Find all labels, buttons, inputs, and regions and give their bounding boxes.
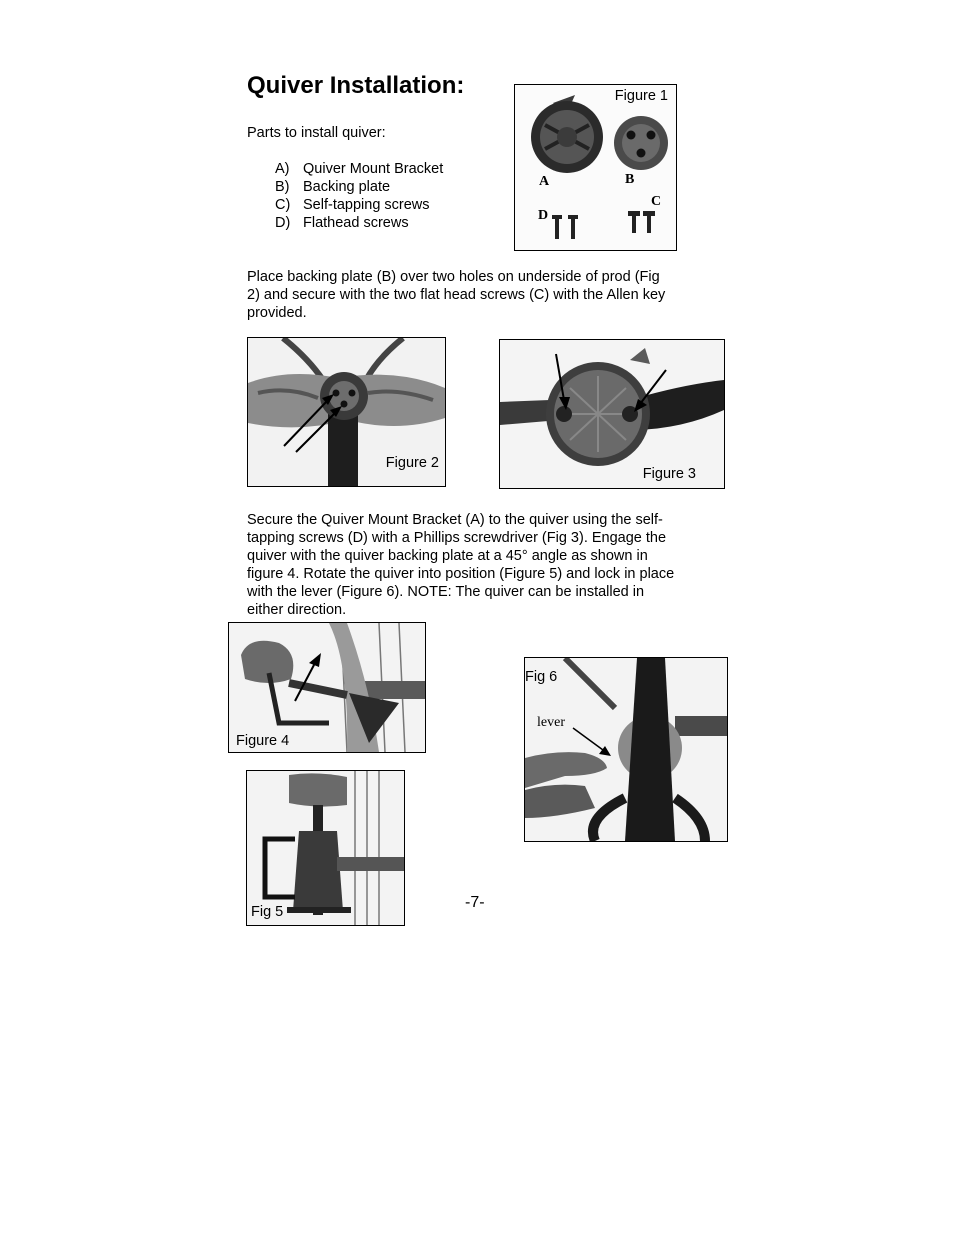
part-letter: C) xyxy=(275,197,291,213)
figure-5 xyxy=(246,770,405,926)
figure-2 xyxy=(247,337,446,487)
figure-1-photo xyxy=(515,85,676,250)
figure-1-label-b: B xyxy=(625,172,635,187)
part-name: Quiver Mount Bracket xyxy=(303,161,444,177)
part-name: Backing plate xyxy=(303,179,391,195)
figure-1-caption: Figure 1 xyxy=(614,88,668,104)
figure-1-label-a: A xyxy=(539,174,550,189)
part-letter: D) xyxy=(275,215,291,231)
paragraph-line: Place backing plate (B) over two holes on underside of prod (Fig xyxy=(247,269,660,285)
list-item xyxy=(275,196,443,214)
part-letter: A) xyxy=(275,161,290,177)
paragraph-line: figure 4. Rotate the quiver into position (Figure 5) and lock in place xyxy=(247,566,675,582)
figure-2-caption: Figure 2 xyxy=(385,455,439,471)
paragraph-line: 2) and secure with the two flat head screws (C) with the Allen key xyxy=(247,287,666,303)
list-item xyxy=(275,160,443,178)
part-name: Self-tapping screws xyxy=(303,197,430,213)
parts-intro: Parts to install quiver: xyxy=(247,125,386,141)
figure-1-label-d: D xyxy=(538,208,549,223)
figure-5-photo xyxy=(247,771,404,925)
list-item xyxy=(275,214,443,232)
paragraph-mount-bracket xyxy=(247,511,674,619)
paragraph-line: tapping screws (D) with a Phillips screwdriver (Fig 3). Engage the xyxy=(247,530,667,546)
part-letter: B) xyxy=(275,179,290,195)
list-item xyxy=(275,178,443,196)
paragraph-line: quiver with the quiver backing plate at a 45° angle as shown in xyxy=(247,548,648,564)
paragraph-line: provided. xyxy=(247,305,307,321)
figure-6-photo xyxy=(525,658,727,841)
figure-3 xyxy=(499,339,725,489)
figure-5-caption: Fig 5 xyxy=(251,904,284,920)
parts-list xyxy=(275,160,443,232)
figure-6-lever-label: lever xyxy=(537,715,565,730)
paragraph-line: either direction. xyxy=(247,602,347,618)
paragraph-line: Secure the Quiver Mount Bracket (A) to the quiver using the self- xyxy=(247,512,663,528)
paragraph-line: with the lever (Figure 6). NOTE: The quiver can be installed in xyxy=(247,584,645,600)
page-number: -7- xyxy=(465,894,485,911)
figure-4 xyxy=(228,622,426,753)
figure-1-label-c: C xyxy=(651,194,662,209)
figure-1 xyxy=(514,84,677,251)
figure-6 xyxy=(524,657,728,842)
part-name: Flathead screws xyxy=(303,215,409,231)
page-title: Quiver Installation: xyxy=(247,72,465,99)
figure-4-caption: Figure 4 xyxy=(236,733,290,749)
figure-3-caption: Figure 3 xyxy=(642,466,696,482)
paragraph-backing-plate xyxy=(247,268,665,322)
figure-6-caption: Fig 6 xyxy=(525,669,558,685)
